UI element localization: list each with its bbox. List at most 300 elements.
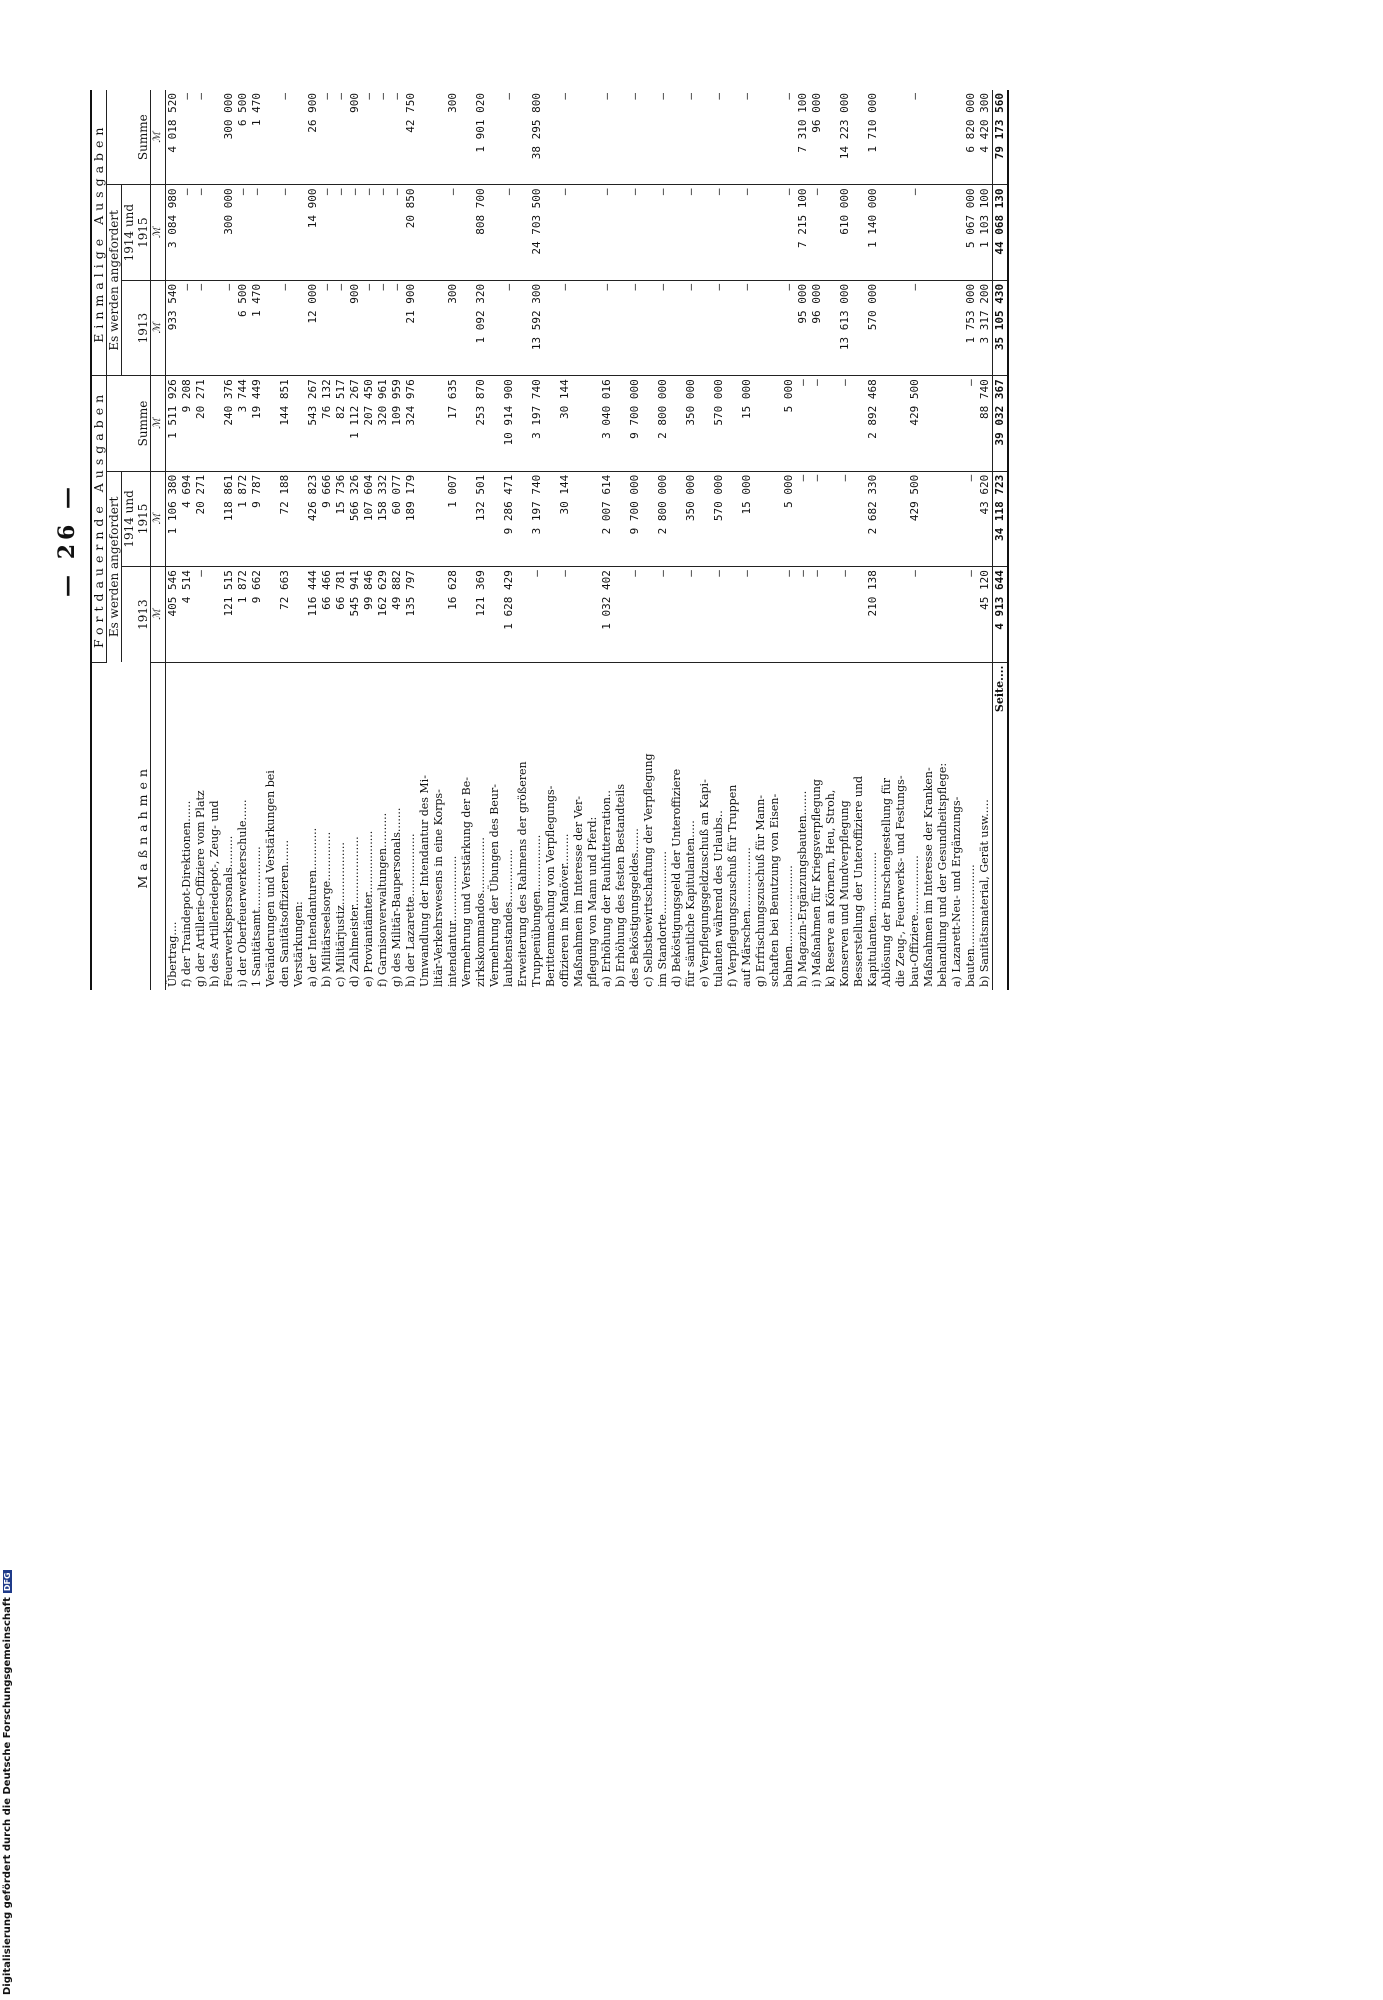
row-value-c4: — [376, 280, 390, 375]
row-value-c6: 900 [348, 90, 362, 185]
row-value-c6 [544, 90, 558, 185]
row-value-c6 [670, 90, 684, 185]
row-value-c3 [824, 376, 838, 471]
table-row [348, 90, 362, 990]
row-value-c1: — [684, 567, 698, 662]
row-value-c5: 20 850 [404, 185, 418, 280]
row-value-c5: — [684, 185, 698, 280]
row-value-c1: — [740, 567, 754, 662]
row-value-c4 [768, 280, 782, 375]
row-value-c6: — [656, 90, 670, 185]
row-value-c6 [460, 90, 474, 185]
row-value-c3: 17 635 [446, 376, 460, 471]
row-value-c3: 3 197 740 [530, 376, 544, 471]
row-value-c2: 9 787 [250, 471, 264, 566]
table-row [950, 90, 964, 990]
total-row [993, 90, 1009, 990]
table-row [922, 90, 936, 990]
row-value-c5 [922, 185, 936, 280]
row-value-c4: 1 753 000 [964, 280, 978, 375]
row-value-c2 [894, 471, 908, 566]
row-value-c4: — [320, 280, 334, 375]
row-value-c5: — [810, 185, 824, 280]
row-value-c3: 3 040 016 [600, 376, 614, 471]
row-value-c6 [950, 90, 964, 185]
table-row [712, 90, 726, 990]
row-value-c5: — [236, 185, 250, 280]
row-value-c2 [824, 471, 838, 566]
row-value-c6: 300 000 [222, 90, 236, 185]
table-row [936, 90, 950, 990]
table-row [222, 90, 236, 990]
row-value-c3 [264, 376, 278, 471]
row-value-c5: — [558, 185, 572, 280]
row-label: intendantur................... [446, 855, 459, 987]
row-value-c2: 118 861 [222, 471, 236, 566]
row-value-c1 [460, 567, 474, 662]
row-value-c3: 88 740 [978, 376, 993, 471]
table-body [166, 90, 993, 990]
row-value-c6: 1 901 020 [474, 90, 488, 185]
row-value-c2 [922, 471, 936, 566]
table-row [278, 90, 292, 990]
row-label: Kapitulanten.................. [866, 852, 879, 987]
row-value-c6 [754, 90, 768, 185]
row-value-c1: — [628, 567, 642, 662]
row-value-c2 [852, 471, 866, 566]
row-value-c4: — [362, 280, 376, 375]
row-value-c6 [586, 90, 600, 185]
row-label: auf Märschen.................. [740, 847, 753, 987]
row-value-c5 [586, 185, 600, 280]
row-value-c3: 30 144 [558, 376, 572, 471]
row-value-c3: 324 976 [404, 376, 418, 471]
row-label: b) Sanitätsmaterial, Gerät usw..... [978, 799, 991, 987]
row-value-c6 [894, 90, 908, 185]
row-value-c1: — [908, 567, 922, 662]
row-label: laubtenstandes............... [502, 849, 515, 987]
row-value-c4: — [558, 280, 572, 375]
table-row [866, 90, 880, 990]
row-label: f) Verpflegungszuschuß für Truppen [726, 784, 739, 987]
row-value-c5 [852, 185, 866, 280]
row-value-c4 [516, 280, 530, 375]
row-value-c5: — [250, 185, 264, 280]
row-value-c2: 5 000 [782, 471, 796, 566]
table-row [852, 90, 866, 990]
table-row [726, 90, 740, 990]
row-label: behandlung und der Gesundheitspflege: [936, 762, 949, 987]
row-value-c3: 10 914 900 [502, 376, 516, 471]
row-value-c6: — [600, 90, 614, 185]
total-label: Seite.... [993, 662, 1009, 990]
row-value-c4: 13 592 300 [530, 280, 544, 375]
row-value-c1 [586, 567, 600, 662]
row-value-c5: 610 000 [838, 185, 852, 280]
row-value-c6: 300 [446, 90, 460, 185]
row-value-c6 [614, 90, 628, 185]
row-label: Truppenübungen................ [530, 834, 543, 987]
row-value-c2: 2 800 000 [656, 471, 670, 566]
row-value-c5 [824, 185, 838, 280]
row-label: zirkskommandos................ [474, 837, 487, 987]
row-value-c4 [852, 280, 866, 375]
row-value-c5: — [656, 185, 670, 280]
table-row [768, 90, 782, 990]
row-value-c4: — [502, 280, 516, 375]
row-value-c4: — [180, 280, 194, 375]
row-value-c6 [572, 90, 586, 185]
row-value-c1 [642, 567, 656, 662]
row-value-c5: — [390, 185, 404, 280]
table-row [292, 90, 306, 990]
row-value-c6: — [502, 90, 516, 185]
year-1914-1915-header-1: 1914 und 1915 [122, 471, 151, 566]
row-value-c4: 1 470 [250, 280, 264, 375]
row-value-c6: 42 750 [404, 90, 418, 185]
row-value-c5 [768, 185, 782, 280]
row-value-c2: 60 077 [390, 471, 404, 566]
row-value-c2: 9 700 000 [628, 471, 642, 566]
row-value-c6: 14 223 000 [838, 90, 852, 185]
row-value-c5 [698, 185, 712, 280]
row-value-c1: 405 546 [166, 567, 181, 662]
row-value-c3: 76 132 [320, 376, 334, 471]
row-value-c5: 14 900 [306, 185, 320, 280]
row-value-c4 [880, 280, 894, 375]
table-row [474, 90, 488, 990]
row-value-c4: — [908, 280, 922, 375]
row-value-c6: — [390, 90, 404, 185]
row-label: im Standorte.................. [656, 851, 669, 987]
row-value-c1 [516, 567, 530, 662]
row-value-c5 [488, 185, 502, 280]
row-value-c3 [292, 376, 306, 471]
row-label: offizieren im Manöver......... [558, 833, 571, 987]
row-value-c4 [754, 280, 768, 375]
row-value-c4 [614, 280, 628, 375]
row-value-c3 [516, 376, 530, 471]
row-value-c3 [922, 376, 936, 471]
row-value-c2: 350 000 [684, 471, 698, 566]
row-value-c1 [418, 567, 432, 662]
row-label: a) der Intendanturen............ [306, 827, 319, 987]
row-value-c6: 7 310 100 [796, 90, 810, 185]
row-value-c1 [894, 567, 908, 662]
row-value-c6: 4 420 300 [978, 90, 993, 185]
side-note-text: Digitalisierung gefördert durch die Deutsche Forschungsgemeinschaft [2, 1597, 13, 1995]
row-value-c1 [768, 567, 782, 662]
row-value-c4: — [222, 280, 236, 375]
row-value-c1: — [810, 567, 824, 662]
total-c2: 34 118 723 [993, 471, 1009, 566]
row-value-c1 [922, 567, 936, 662]
row-value-c6: — [362, 90, 376, 185]
row-value-c4: 96 000 [810, 280, 824, 375]
row-value-c3: 144 851 [278, 376, 292, 471]
row-label: Berittenmachung von Verpflegungs- [544, 785, 557, 987]
row-value-c5 [418, 185, 432, 280]
row-value-c5: 5 067 000 [964, 185, 978, 280]
table-row [166, 90, 181, 990]
row-value-c2 [698, 471, 712, 566]
row-value-c1: — [796, 567, 810, 662]
row-value-c2: 43 620 [978, 471, 993, 566]
row-value-c1: 66 781 [334, 567, 348, 662]
row-label: Besserstellung der Unteroffiziere und [852, 775, 865, 987]
row-value-c2 [516, 471, 530, 566]
row-value-c6 [922, 90, 936, 185]
total-c4: 35 105 430 [993, 280, 1009, 375]
row-value-c2: 2 682 330 [866, 471, 880, 566]
row-value-c1: 45 120 [978, 567, 993, 662]
row-value-c2: — [796, 471, 810, 566]
table-row [670, 90, 684, 990]
row-value-c6 [516, 90, 530, 185]
row-value-c1: 121 369 [474, 567, 488, 662]
budget-table [90, 90, 1009, 990]
row-value-c4 [264, 280, 278, 375]
row-value-c4: 13 613 000 [838, 280, 852, 375]
row-value-c5: — [712, 185, 726, 280]
row-label: Maßnahmen im Interesse der Kranken- [922, 767, 935, 987]
table-row [502, 90, 516, 990]
row-value-c4 [922, 280, 936, 375]
row-value-c1: 1 628 429 [502, 567, 516, 662]
row-value-c3 [614, 376, 628, 471]
row-value-c3 [880, 376, 894, 471]
year-1913-header-2: 1913 [122, 280, 151, 375]
row-value-c5: — [628, 185, 642, 280]
row-value-c5: — [348, 185, 362, 280]
table-row [642, 90, 656, 990]
row-value-c4 [894, 280, 908, 375]
row-value-c1 [950, 567, 964, 662]
row-value-c4 [460, 280, 474, 375]
row-value-c5: 300 000 [222, 185, 236, 280]
table-row [516, 90, 530, 990]
row-value-c3: 19 449 [250, 376, 264, 471]
row-value-c3: 82 517 [334, 376, 348, 471]
row-label: i) Maßnahmen für Kriegsverpflegung [810, 779, 823, 987]
row-value-c4: 900 [348, 280, 362, 375]
year-1914-1915-header-2: 1914 und 1915 [122, 185, 151, 280]
row-value-c1: 1 032 402 [600, 567, 614, 662]
row-value-c4: 3 317 200 [978, 280, 993, 375]
row-value-c6 [768, 90, 782, 185]
row-value-c4: — [782, 280, 796, 375]
side-margin [2, 1000, 22, 2000]
row-value-c1 [880, 567, 894, 662]
row-value-c5 [516, 185, 530, 280]
row-value-c5: — [740, 185, 754, 280]
row-value-c1: 116 444 [306, 567, 320, 662]
row-value-c6 [418, 90, 432, 185]
row-value-c1: 1 872 [236, 567, 250, 662]
row-value-c5 [572, 185, 586, 280]
table-row [180, 90, 194, 990]
row-value-c2 [572, 471, 586, 566]
table-row [418, 90, 432, 990]
row-value-c6 [432, 90, 446, 185]
row-value-c2: 9 286 471 [502, 471, 516, 566]
row-label: Feuerwerkspersonals......... [222, 835, 235, 987]
row-value-c6: — [278, 90, 292, 185]
row-value-c1 [264, 567, 278, 662]
row-value-c5 [208, 185, 222, 280]
row-value-c6: — [320, 90, 334, 185]
row-label: Maßnahmen im Interesse der Ver- [572, 795, 585, 987]
row-value-c5 [264, 185, 278, 280]
row-value-c4 [670, 280, 684, 375]
row-value-c3: 253 870 [474, 376, 488, 471]
table-row [558, 90, 572, 990]
row-value-c4: — [390, 280, 404, 375]
row-value-c5: — [362, 185, 376, 280]
row-value-c5: — [446, 185, 460, 280]
row-value-c2: 2 007 614 [600, 471, 614, 566]
row-value-c4 [642, 280, 656, 375]
table-row [838, 90, 852, 990]
row-value-c1 [572, 567, 586, 662]
row-value-c1 [544, 567, 558, 662]
table-row [208, 90, 222, 990]
row-value-c4: — [194, 280, 208, 375]
row-value-c1 [488, 567, 502, 662]
table-row [572, 90, 586, 990]
row-label: a) Erhöhung der Rauhfutterration.. [600, 790, 613, 987]
row-value-c3: 207 450 [362, 376, 376, 471]
continuous-expenses-label: Fortdauernde Ausgaben [91, 389, 106, 649]
table-row [978, 90, 993, 990]
row-value-c3: 543 267 [306, 376, 320, 471]
row-value-c3 [936, 376, 950, 471]
table-row [390, 90, 404, 990]
row-value-c1 [670, 567, 684, 662]
row-value-c2 [950, 471, 964, 566]
row-value-c5 [614, 185, 628, 280]
row-value-c6 [264, 90, 278, 185]
row-value-c4: 6 500 [236, 280, 250, 375]
row-value-c3 [418, 376, 432, 471]
table-row [404, 90, 418, 990]
table-row [796, 90, 810, 990]
requested-header-2: Es werden angefordert [107, 185, 122, 376]
row-label: k) Reserve an Körnern, Heu, Stroh, [824, 789, 837, 987]
table-row [236, 90, 250, 990]
row-label: c) Selbstbewirtschaftung der Verpflegung [642, 753, 655, 987]
unit-cell: ℳ [151, 567, 166, 662]
row-label: b) Militärseelsorge.............. [320, 831, 333, 987]
table-row [264, 90, 278, 990]
row-label: bau-Offiziere................. [908, 855, 921, 987]
table-row [544, 90, 558, 990]
row-value-c1: — [964, 567, 978, 662]
row-value-c1: 162 629 [376, 567, 390, 662]
measures-header [91, 662, 151, 990]
row-value-c6 [880, 90, 894, 185]
measures-header-label: Maßnahmen [135, 764, 150, 889]
row-value-c1: — [558, 567, 572, 662]
header-group-row [91, 90, 107, 990]
row-value-c3: 2 800 000 [656, 376, 670, 471]
unit-cell-blank [151, 662, 166, 990]
table-row [600, 90, 614, 990]
row-value-c6 [698, 90, 712, 185]
table-row [250, 90, 264, 990]
row-value-c4: 933 540 [166, 280, 181, 375]
row-value-c6: 6 820 000 [964, 90, 978, 185]
table-row [964, 90, 978, 990]
row-value-c3: 3 744 [236, 376, 250, 471]
row-value-c5 [460, 185, 474, 280]
row-value-c4 [488, 280, 502, 375]
row-value-c5 [432, 185, 446, 280]
row-value-c6: 1 470 [250, 90, 264, 185]
row-value-c1: — [838, 567, 852, 662]
table-row [628, 90, 642, 990]
one-time-expenses-label: Einmalige Ausgaben [91, 122, 106, 343]
row-value-c1: 72 663 [278, 567, 292, 662]
row-value-c2: 158 332 [376, 471, 390, 566]
row-value-c5: — [600, 185, 614, 280]
row-value-c6: — [712, 90, 726, 185]
one-time-expenses-header [91, 90, 107, 376]
row-value-c2: 72 188 [278, 471, 292, 566]
row-value-c4 [824, 280, 838, 375]
row-value-c3 [894, 376, 908, 471]
row-value-c6 [852, 90, 866, 185]
row-label: Erweiterung des Rahmens der größeren [516, 761, 529, 987]
row-value-c3: 2 892 468 [866, 376, 880, 471]
row-label: g) des Militär-Baupersonals....... [390, 807, 403, 987]
row-label: a) Lazarett-Neu- und Ergänzungs- [950, 796, 963, 987]
row-value-c3 [670, 376, 684, 471]
row-value-c4: 21 900 [404, 280, 418, 375]
year-1913-header-1: 1913 [122, 567, 151, 662]
row-value-c5: — [278, 185, 292, 280]
row-value-c3: 109 959 [390, 376, 404, 471]
row-value-c5 [544, 185, 558, 280]
row-value-c3 [208, 376, 222, 471]
row-value-c4: — [278, 280, 292, 375]
row-value-c3: 240 376 [222, 376, 236, 471]
table-row [460, 90, 474, 990]
row-value-c2 [768, 471, 782, 566]
row-value-c3: 20 271 [194, 376, 208, 471]
row-value-c6: 26 900 [306, 90, 320, 185]
row-value-c2 [880, 471, 894, 566]
row-value-c6: 96 000 [810, 90, 824, 185]
unit-cell: ℳ [151, 280, 166, 375]
row-value-c2: — [810, 471, 824, 566]
table-row [432, 90, 446, 990]
row-value-c2 [936, 471, 950, 566]
table-row [334, 90, 348, 990]
row-value-c3 [460, 376, 474, 471]
table-row [740, 90, 754, 990]
row-value-c4 [698, 280, 712, 375]
row-value-c4 [432, 280, 446, 375]
row-value-c1: 99 846 [362, 567, 376, 662]
row-value-c4: — [740, 280, 754, 375]
table-row [194, 90, 208, 990]
row-value-c4 [936, 280, 950, 375]
row-value-c2: 107 604 [362, 471, 376, 566]
row-value-c2 [292, 471, 306, 566]
row-label: Verstärkungen: [292, 901, 305, 987]
row-value-c5 [726, 185, 740, 280]
